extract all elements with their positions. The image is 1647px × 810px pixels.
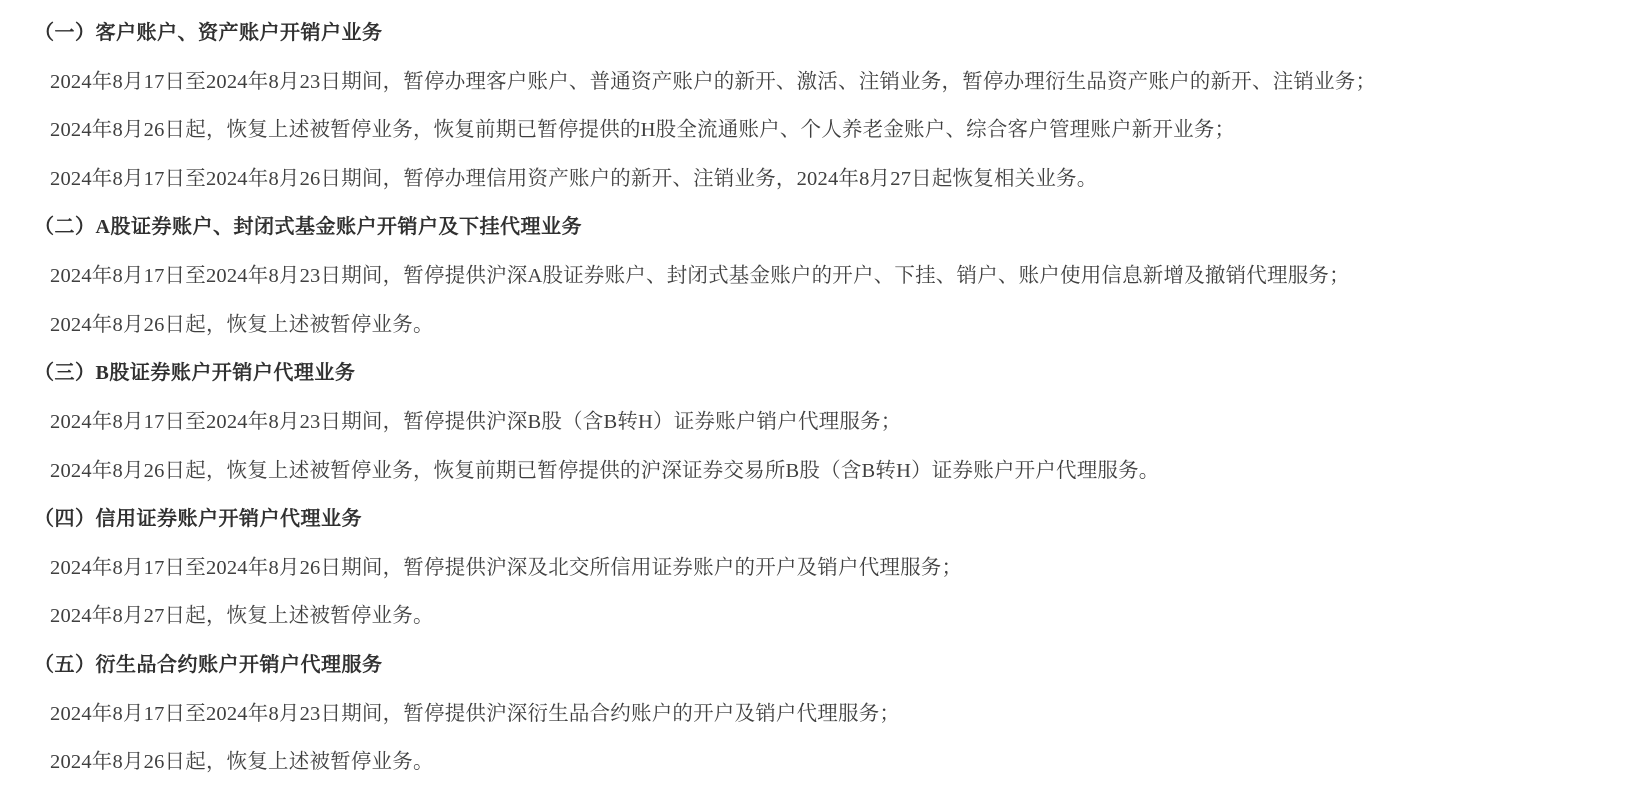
section-heading: （四）信用证券账户开销户代理业务 <box>34 507 362 530</box>
paragraph: 2024年8月26日起，恢复上述被暂停业务。 <box>50 313 434 336</box>
paragraph: 2024年8月27日起，恢复上述被暂停业务。 <box>50 605 434 628</box>
paragraph: 2024年8月26日起，恢复上述被暂停业务，恢复前期已暂停提供的沪深证券交易所B股（含B转H）证券账户开户代理服务。 <box>50 459 1160 482</box>
paragraph: 2024年8月17日至2024年8月23日期间，暂停提供沪深A股证券账户、封闭式基金账户的开户、下挂、销户、账户使用信息新增及撤销代理服务； <box>50 265 1350 288</box>
paragraph: 2024年8月17日至2024年8月26日期间，暂停提供沪深及北交所信用证券账户的开户及销户代理服务； <box>50 556 963 579</box>
paragraph: 2024年8月17日至2024年8月26日期间，暂停办理信用资产账户的新开、注销业务，2024年8月27日起恢复相关业务。 <box>50 168 1098 191</box>
paragraph: 2024年8月17日至2024年8月23日期间，暂停办理客户账户、普通资产账户的新开、激活、注销业务，暂停办理衍生品资产账户的新开、注销业务； <box>50 70 1377 93</box>
paragraph: 2024年8月26日起，恢复上述被暂停业务。 <box>50 751 434 774</box>
paragraph: 2024年8月17日至2024年8月23日期间，暂停提供沪深衍生品合约账户的开户及销户代理服务； <box>50 702 901 725</box>
section-heading: （二）A股证券账户、封闭式基金账户开销户及下挂代理业务 <box>34 216 582 239</box>
section-heading: （一）客户账户、资产账户开销户业务 <box>34 21 383 44</box>
section-heading: （五）衍生品合约账户开销户代理服务 <box>34 653 383 676</box>
paragraph: 2024年8月26日起，恢复上述被暂停业务，恢复前期已暂停提供的H股全流通账户、个人养老金账户、综合客户管理账户新开业务； <box>50 119 1236 142</box>
section-heading: （三）B股证券账户开销户代理业务 <box>34 361 356 384</box>
paragraph: 2024年8月17日至2024年8月23日期间，暂停提供沪深B股（含B转H）证券账户销户代理服务； <box>50 411 902 434</box>
